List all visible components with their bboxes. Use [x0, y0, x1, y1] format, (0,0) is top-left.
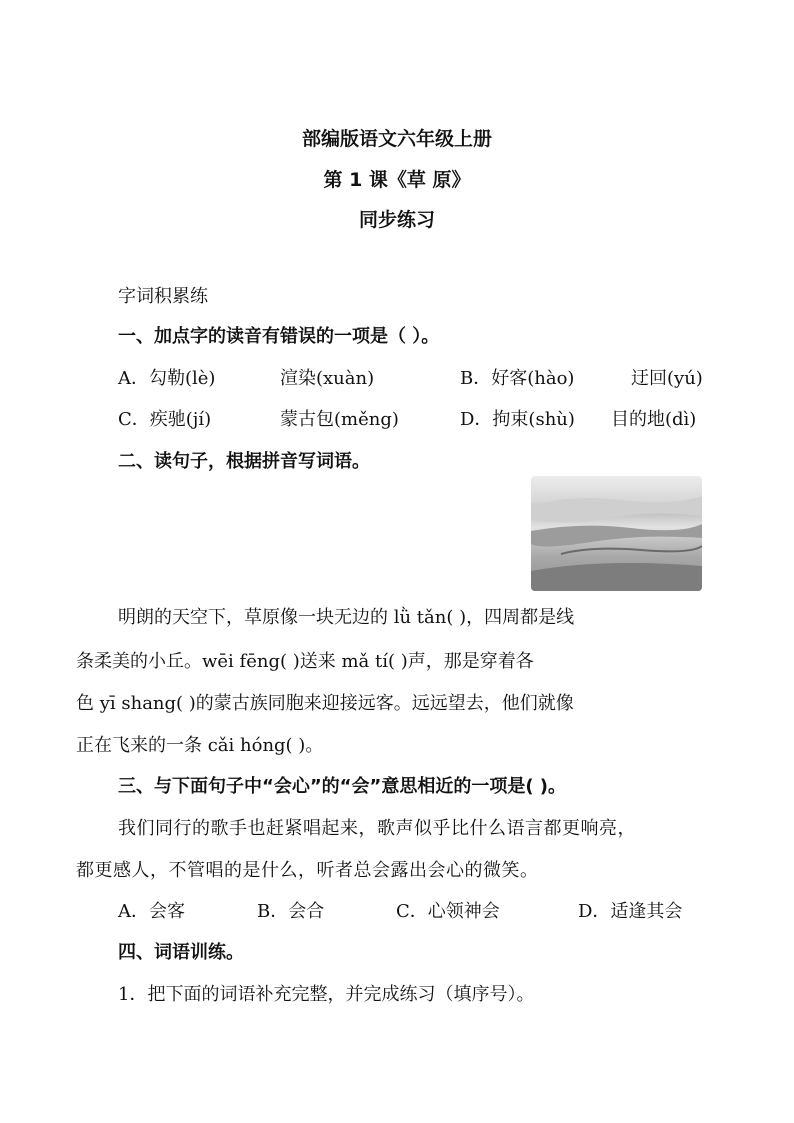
q2-stem: 二、读句子，根据拼音写词语。	[118, 451, 370, 472]
q3-passage-line-2: 都更感人，不管唱的是什么，听者总会露出会心的微笑。	[76, 860, 539, 881]
section-heading: 字词积累练	[118, 286, 208, 307]
q2-passage-line-2: 条柔美的小丘。wēi fēng( )送来 mǎ tí( )声，那是穿着各	[76, 651, 534, 672]
q1-option-d1: D．拘束(shù)	[460, 409, 575, 430]
q1-option-d2: 目的地(dì)	[611, 409, 697, 430]
q1-option-b2: 迂回(yú)	[631, 368, 703, 389]
q1-option-b1: B．好客(hào)	[460, 368, 575, 389]
q2-passage-line-4: 正在飞来的一条 cǎi hóng( )。	[76, 735, 324, 756]
grassland-photo	[531, 476, 702, 591]
page-title-2: 第 1 课《草 原》	[323, 169, 471, 191]
q1-option-a2: 渲染(xuàn)	[280, 368, 375, 389]
q2-passage-line-1: 明朗的天空下，草原像一块无边的 lǜ tǎn( )，四周都是线	[118, 607, 575, 628]
q3-option-d: D．适逢其会	[578, 901, 683, 922]
q3-passage-line-1: 我们同行的歌手也赶紧唱起来，歌声似乎比什么语言都更响亮，	[118, 818, 636, 839]
q3-option-b: B．会合	[257, 901, 325, 922]
q1-stem: 一、加点字的读音有错误的一项是（ ）。	[118, 326, 440, 347]
q1-option-c2: 蒙古包(měng)	[280, 409, 399, 430]
page-title-3: 同步练习	[358, 209, 435, 231]
q3-option-c: C．心领神会	[396, 901, 500, 922]
q1-option-a1: A．勾勒(lè)	[118, 368, 216, 389]
page-title-1: 部编版语文六年级上册	[301, 128, 492, 150]
q4-sub1: 1．把下面的词语补充完整，并完成练习（填序号）。	[118, 984, 535, 1005]
q1-option-c1: C．疾驰(jí)	[118, 409, 212, 430]
q4-stem: 四、词语训练。	[118, 942, 244, 963]
q3-stem: 三、与下面句子中“会心”的“会”意思相近的一项是( )。	[118, 776, 567, 797]
q3-option-a: A．会客	[118, 901, 185, 922]
q2-passage-line-3: 色 yī shang( )的蒙古族同胞来迎接远客。远远望去，他们就像	[76, 693, 574, 714]
